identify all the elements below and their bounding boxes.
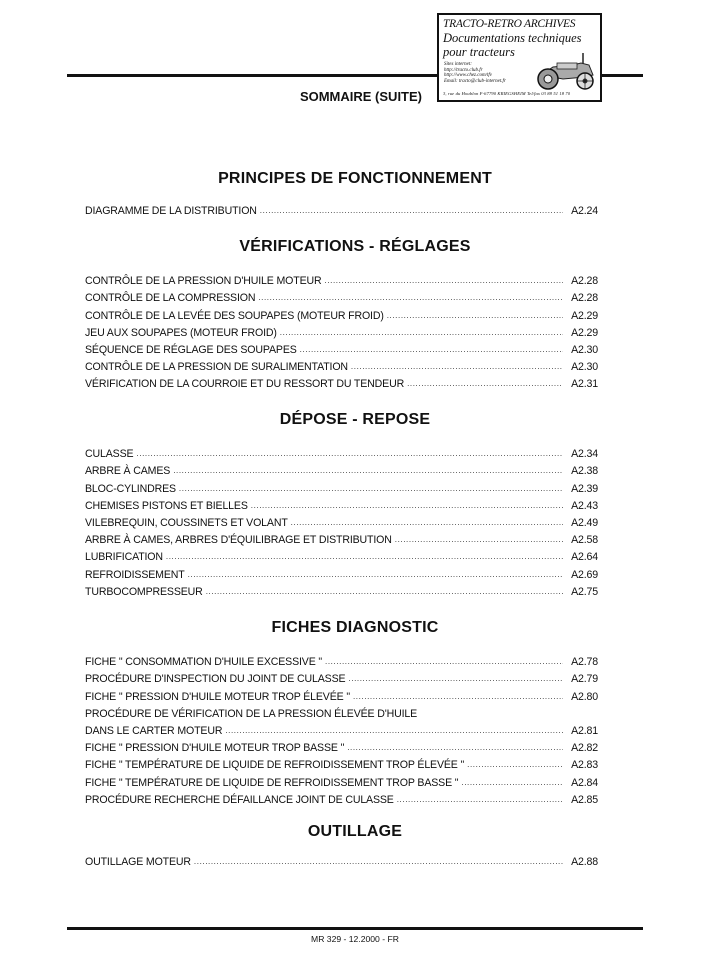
dot-leader bbox=[251, 500, 563, 512]
dot-leader bbox=[351, 361, 563, 373]
section-title-outillage: OUTILLAGE bbox=[307, 823, 403, 840]
toc-entry[interactable] bbox=[85, 460, 598, 477]
toc-entry-label: PROCÉDURE D'INSPECTION DU JOINT DE CULASSE bbox=[85, 673, 346, 686]
toc-entry[interactable] bbox=[85, 529, 598, 546]
dot-leader bbox=[348, 673, 563, 685]
toc-entry-page: A2.28 bbox=[571, 292, 598, 305]
toc-entry-label: CONTRÔLE DE LA COMPRESSION bbox=[85, 292, 256, 305]
toc-entry-page: A2.29 bbox=[571, 326, 598, 339]
dot-leader bbox=[206, 586, 563, 598]
toc-entry-page: A2.78 bbox=[571, 656, 598, 669]
toc-entry[interactable] bbox=[85, 563, 598, 580]
toc-entry-label: PROCÉDURE RECHERCHE DÉFAILLANCE JOINT DE CULASSE bbox=[85, 793, 394, 806]
toc-entry[interactable] bbox=[85, 546, 598, 563]
toc-entry[interactable] bbox=[85, 304, 598, 321]
toc-entry-page: A2.39 bbox=[571, 482, 598, 495]
footer-rule bbox=[67, 927, 643, 930]
toc-entry[interactable] bbox=[85, 685, 598, 702]
toc-entry-page: A2.88 bbox=[571, 856, 598, 869]
toc-entry-label: VÉRIFICATION DE LA COURROIE ET DU RESSORT DU TENDEUR bbox=[85, 378, 405, 391]
toc-entry-label: OUTILLAGE MOTEUR bbox=[85, 856, 191, 869]
toc-entry-page: A2.69 bbox=[571, 568, 598, 581]
toc-entry-label: FICHE " TEMPÉRATURE DE LIQUIDE DE REFROIDISSEMENT TROP BASSE " bbox=[85, 776, 459, 789]
toc-entry-page: A2.81 bbox=[571, 724, 598, 737]
toc-list-fiches-diagnostic bbox=[85, 651, 598, 806]
dot-leader bbox=[166, 551, 563, 563]
toc-list-principes bbox=[85, 200, 598, 217]
dot-leader bbox=[300, 344, 563, 356]
toc-entry[interactable] bbox=[85, 789, 598, 806]
dot-leader bbox=[188, 569, 563, 581]
toc-list-verifications bbox=[85, 270, 598, 390]
dot-leader bbox=[173, 465, 563, 477]
logo-email: Email: tracto@club-internet.fr bbox=[444, 78, 506, 84]
toc-entry-page: A2.79 bbox=[571, 673, 598, 686]
toc-entry-label: LUBRIFICATION bbox=[85, 551, 163, 564]
toc-entry-page: A2.30 bbox=[571, 361, 598, 374]
logo-subtitle-1: Documentations techniques bbox=[443, 31, 582, 45]
toc-entry[interactable] bbox=[85, 356, 598, 373]
toc-entry[interactable] bbox=[85, 651, 598, 668]
toc-entry-page: A2.30 bbox=[571, 343, 598, 356]
toc-entry-label: SÉQUENCE DE RÉGLAGE DES SOUPAPES bbox=[85, 343, 297, 356]
toc-entry-label: FICHE " CONSOMMATION D'HUILE EXCESSIVE " bbox=[85, 656, 323, 669]
dot-leader bbox=[353, 691, 563, 703]
logo-sites-label: Sites internet: bbox=[444, 62, 472, 67]
toc-entry-page: A2.31 bbox=[571, 378, 598, 391]
toc-entry-label: BLOC-CYLINDRES bbox=[85, 482, 176, 495]
toc-entry[interactable] bbox=[85, 200, 598, 217]
toc-entry-label: FICHE " PRESSION D'HUILE MOTEUR TROP BASSE " bbox=[85, 742, 345, 755]
dot-leader bbox=[397, 794, 563, 806]
toc-entry[interactable] bbox=[85, 373, 598, 390]
dot-leader bbox=[225, 725, 563, 737]
tractor-icon bbox=[533, 53, 599, 91]
logo-site-1: http://tracto.club.fr bbox=[444, 67, 483, 73]
toc-entry-page: A2.58 bbox=[571, 534, 598, 547]
toc-entry-label: JEU AUX SOUPAPES (MOTEUR FROID) bbox=[85, 326, 277, 339]
page-heading: SOMMAIRE (SUITE) bbox=[299, 89, 422, 104]
toc-entry-label: ARBRE À CAMES, ARBRES D'ÉQUILIBRAGE ET DISTRIBUTION bbox=[85, 534, 392, 547]
toc-entry-page: A2.34 bbox=[571, 448, 598, 461]
toc-entry-page: A2.83 bbox=[571, 759, 598, 772]
logo-site-2: http://www.chez.com/tfv bbox=[444, 73, 492, 79]
section-title-verifications: VÉRIFICATIONS - RÉGLAGES bbox=[239, 238, 471, 255]
dot-leader bbox=[461, 777, 563, 789]
toc-entry-label: FICHE " PRESSION D'HUILE MOTEUR TROP ÉLEVÉE " bbox=[85, 690, 350, 703]
document-code: MR 329 - 12.2000 - FR bbox=[311, 934, 399, 944]
logo-address: 3, rue du Houblon F-67790 KRIEGSHEIM Tel/fax 03 88 51 18 70 bbox=[443, 91, 571, 96]
toc-entry-page: A2.28 bbox=[571, 275, 598, 288]
toc-entry-label: TURBOCOMPRESSEUR bbox=[85, 585, 203, 598]
toc-entry-page: A2.85 bbox=[571, 793, 598, 806]
toc-entry-label: CHEMISES PISTONS ET BIELLES bbox=[85, 499, 248, 512]
toc-entry-label: CONTRÔLE DE LA LEVÉE DES SOUPAPES (MOTEUR FROID) bbox=[85, 309, 384, 322]
toc-entry[interactable] bbox=[85, 443, 598, 460]
toc-entry-label: CONTRÔLE DE LA PRESSION DE SURALIMENTATION bbox=[85, 361, 348, 374]
toc-entry-page: A2.82 bbox=[571, 742, 598, 755]
toc-entry-page: A2.24 bbox=[571, 205, 598, 218]
dot-leader bbox=[136, 448, 563, 460]
toc-entry[interactable] bbox=[85, 495, 598, 512]
dot-leader bbox=[395, 534, 563, 546]
toc-entry-page: A2.84 bbox=[571, 776, 598, 789]
toc-entry-label: DANS LE CARTER MOTEUR bbox=[85, 724, 223, 737]
dot-leader bbox=[347, 742, 563, 754]
toc-entry-page: A2.49 bbox=[571, 516, 598, 529]
toc-list-depose-repose bbox=[85, 443, 598, 598]
toc-entry-page: A2.80 bbox=[571, 690, 598, 703]
logo-contact bbox=[444, 62, 506, 84]
toc-entry-page: A2.64 bbox=[571, 551, 598, 564]
toc-entry[interactable] bbox=[85, 720, 598, 737]
dot-leader bbox=[260, 205, 563, 217]
section-title-fiches-diagnostic: FICHES DIAGNOSTIC bbox=[271, 619, 439, 636]
section-title-principes: PRINCIPES DE FONCTIONNEMENT bbox=[218, 170, 492, 187]
toc-entry[interactable] bbox=[85, 287, 598, 304]
toc-entry[interactable] bbox=[85, 771, 598, 788]
dot-leader bbox=[179, 483, 563, 495]
toc-entry-page: A2.38 bbox=[571, 465, 598, 478]
toc-entry[interactable] bbox=[85, 754, 598, 771]
dot-leader bbox=[325, 656, 563, 668]
dot-leader bbox=[467, 759, 563, 771]
toc-entry[interactable] bbox=[85, 270, 598, 287]
toc-entry[interactable] bbox=[85, 851, 598, 868]
toc-entry-label: VILEBREQUIN, COUSSINETS ET VOLANT bbox=[85, 516, 288, 529]
toc-entry-label-line1: PROCÉDURE DE VÉRIFICATION DE LA PRESSION ÉLEVÉE D'HUILE bbox=[85, 707, 418, 720]
dot-leader bbox=[387, 310, 563, 322]
toc-entry-label: REFROIDISSEMENT bbox=[85, 568, 185, 581]
archive-logo bbox=[437, 13, 602, 102]
logo-title: TRACTO-RETRO ARCHIVES bbox=[443, 18, 576, 30]
logo-subtitle-2: pour tracteurs bbox=[443, 45, 515, 59]
toc-entry-label: FICHE " TEMPÉRATURE DE LIQUIDE DE REFROIDISSEMENT TROP ÉLEVÉE " bbox=[85, 759, 465, 772]
dot-leader bbox=[258, 292, 563, 304]
section-title-depose-repose: DÉPOSE - REPOSE bbox=[279, 411, 431, 428]
toc-entry[interactable] bbox=[85, 737, 598, 754]
toc-entry[interactable] bbox=[85, 339, 598, 356]
dot-leader bbox=[407, 378, 563, 390]
toc-entry-label: CULASSE bbox=[85, 448, 134, 461]
dot-leader bbox=[325, 275, 564, 287]
dot-leader bbox=[291, 517, 563, 529]
toc-entry-page: A2.29 bbox=[571, 309, 598, 322]
toc-entry[interactable] bbox=[85, 477, 598, 494]
toc-entry-label: CONTRÔLE DE LA PRESSION D'HUILE MOTEUR bbox=[85, 275, 322, 288]
toc-entry-page: A2.75 bbox=[571, 585, 598, 598]
toc-entry-label: ARBRE À CAMES bbox=[85, 465, 171, 478]
dot-leader bbox=[194, 856, 563, 868]
toc-entry[interactable] bbox=[85, 322, 598, 339]
toc-entry[interactable] bbox=[85, 512, 598, 529]
toc-entry[interactable] bbox=[85, 668, 598, 685]
toc-entry-label: DIAGRAMME DE LA DISTRIBUTION bbox=[85, 205, 257, 218]
toc-entry-page: A2.43 bbox=[571, 499, 598, 512]
dot-leader bbox=[280, 327, 563, 339]
toc-entry-continued[interactable] bbox=[85, 703, 598, 720]
toc-entry[interactable] bbox=[85, 581, 598, 598]
toc-list-outillage bbox=[85, 851, 598, 868]
